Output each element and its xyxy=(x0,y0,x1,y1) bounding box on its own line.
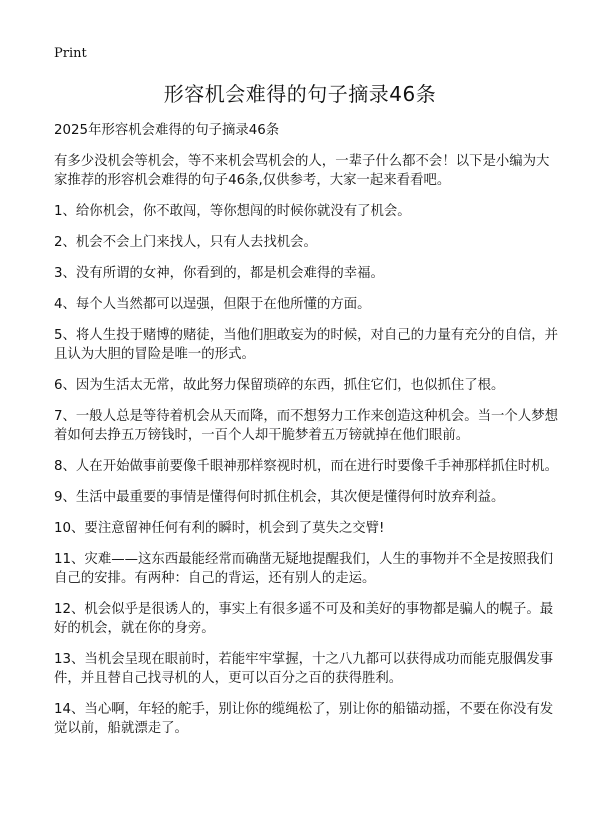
sentence-list xyxy=(54,202,560,738)
intro-paragraph: 有多少没机会等机会，等不来机会骂机会的人，一辈子什么都不会！以下是小编为大家推荐的形容机会难得的句子46条,仅供参考，大家一起来看看吧。 xyxy=(54,154,550,188)
document-title: 形容机会难得的句子摘录46条 xyxy=(163,82,437,106)
list-item: 1、给你机会，你不敢闯，等你想闯的时候你就没有了机会。 xyxy=(54,204,411,219)
list-item: 6、因为生活太无常，故此努力保留琐碎的东西，抓住它们，也似抓住了根。 xyxy=(54,378,505,393)
list-item: 3、没有所谓的女神，你看到的，都是机会难得的幸福。 xyxy=(54,266,384,281)
print-link[interactable]: Print xyxy=(54,46,87,61)
list-item: 9、生活中最重要的事情是懂得何时抓住机会，其次便是懂得何时放弃利益。 xyxy=(54,490,505,505)
list-item: 8、人在开始做事前要像千眼神那样察视时机，而在进行时要像千手神那样抓住时机。 xyxy=(54,459,558,474)
list-item: 11、灾难——这东西最能经常而确凿无疑地提醒我们，人生的事物并不全是按照我们自己的安排。有两种：自己的背运，还有别人的走运。 xyxy=(54,552,554,586)
document-body xyxy=(54,121,560,750)
list-item: 12、机会似乎是很诱人的，事实上有很多遥不可及和美好的事物都是骗人的幌子。最好的机会，就在你的身旁。 xyxy=(54,602,554,636)
list-item: 14、当心啊，年轻的舵手，别让你的缆绳松了，别让你的船锚动摇，不要在你没有发觉以前，船就漂走了。 xyxy=(54,702,554,736)
list-item: 5、将人生投于赌博的赌徒，当他们胆敢妄为的时候，对自己的力量有充分的自信，并且认为大胆的冒险是唯一的形式。 xyxy=(54,328,558,362)
list-item: 2、机会不会上门来找人，只有人去找机会。 xyxy=(54,235,317,250)
list-item: 13、当机会呈现在眼前时，若能牢牢掌握，十之八九都可以获得成功而能克服偶发事件，并且替自己找寻机的人，更可以百分之百的获得胜利。 xyxy=(54,652,554,686)
document-subtitle: 2025年形容机会难得的句子摘录46条 xyxy=(54,123,280,138)
list-item: 4、每个人当然都可以逞强，但限于在他所懂的方面。 xyxy=(54,297,371,312)
list-item: 7、一般人总是等待着机会从天而降，而不想努力工作来创造这种机会。当一个人梦想着如何去挣五万镑钱时，一百个人却干脆梦着五万镑就掉在他们眼前。 xyxy=(54,409,558,443)
list-item: 10、要注意留神任何有利的瞬时，机会到了莫失之交臂! xyxy=(54,521,385,536)
